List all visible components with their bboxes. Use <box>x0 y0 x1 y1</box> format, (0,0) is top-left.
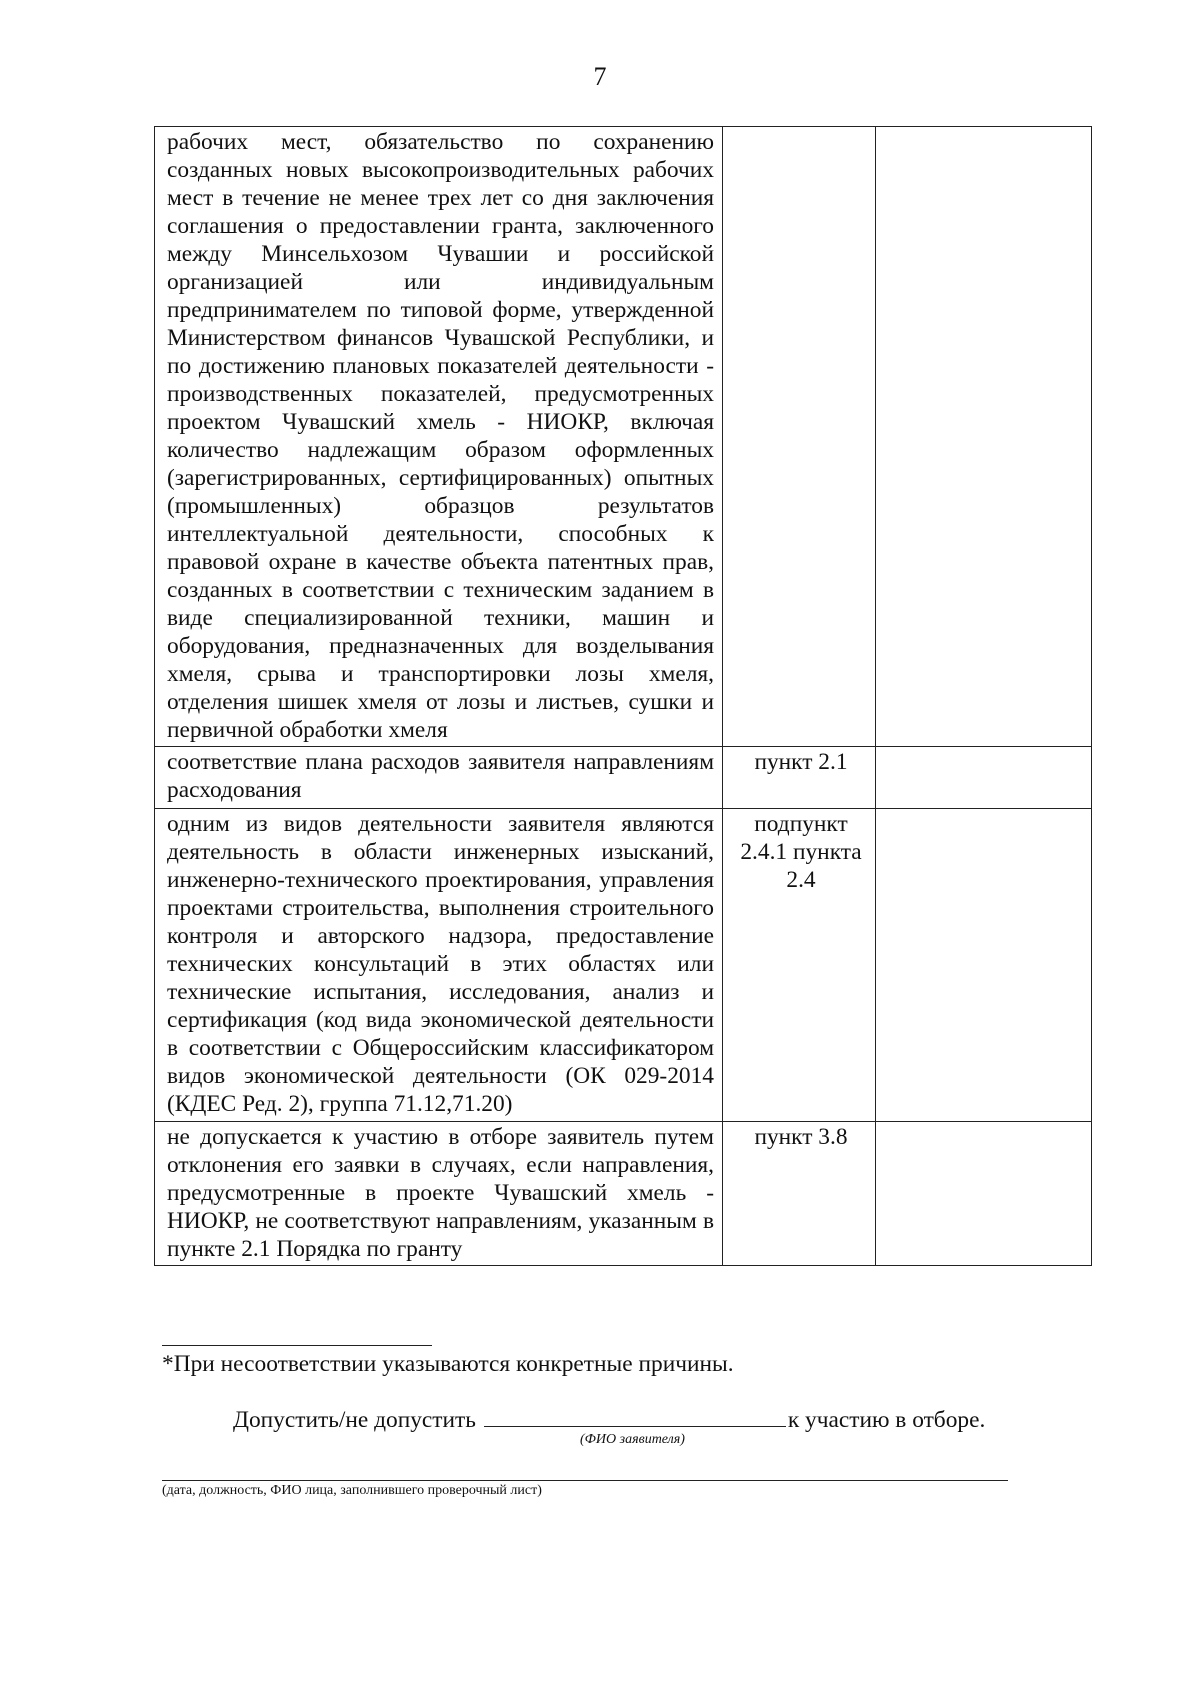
decision-suffix: к участию в отборе. <box>787 1407 986 1433</box>
page-number: 7 <box>593 62 607 91</box>
reference-cell <box>723 127 876 747</box>
signature-line[interactable] <box>162 1480 1008 1481</box>
result-cell <box>876 747 1092 809</box>
reference-cell: пункт 2.1 <box>723 747 876 809</box>
reference-cell: пункт 3.8 <box>723 1122 876 1266</box>
signature-caption: (дата, должность, ФИО лица, заполнившего проверочный лист) <box>162 1483 542 1498</box>
table-row <box>155 747 1092 809</box>
criterion-cell: рабочих мест, обязательство по сохранению созданных новых высокопроизводительных рабочих мест в течение не менее трех лет со дня заключения соглашения о предоставлении гранта, заключенного между Минсельхозом Чувашии и российской организацией или индивидуальным предпринимателем по типовой форме, утвержденной Министерством финансов Чувашской Республики, и по достижению плановых показателей деятельности - производственных показателей, предусмотренных проектом Чувашский хмель - НИОКР, включая количество надлежащим образом оформленных (зарегистрированных, сертифицированных) опытных (промышленных) образцов результатов интеллектуальной деятельности, способных к правовой охране в качестве объекта патентных прав, созданных в соответствии с техническим заданием в виде специализированной техники, машин и оборудования, предназначенных для возделывания хмеля, срыва и транспортировки лозы хмеля, отделения шишек хмеля от лозы и листьев, сушки и первичной обработки хмеля <box>155 127 723 747</box>
criterion-cell: не допускается к участию в отборе заявитель путем отклонения его заявки в случаях, если направления, предусмотренные в проекте Чувашский хмель - НИОКР, не соответствуют направлениям, указанным в пункте 2.1 Порядка по гранту <box>155 1122 723 1266</box>
table-row <box>155 127 1092 747</box>
reference-cell: подпункт 2.4.1 пункта 2.4 <box>723 809 876 1122</box>
decision-prefix: Допустить/не допустить <box>233 1407 476 1433</box>
result-cell <box>876 1122 1092 1266</box>
applicant-name-blank[interactable] <box>484 1406 786 1427</box>
footnote: *При несоответствии указываются конкретные причины. <box>162 1351 734 1377</box>
table-row <box>155 1122 1092 1266</box>
result-cell <box>876 127 1092 747</box>
result-cell <box>876 809 1092 1122</box>
footnote-divider <box>162 1345 432 1346</box>
criteria-table <box>154 126 1092 1266</box>
criterion-cell: соответствие плана расходов заявителя направлениям расходования <box>155 747 723 809</box>
table-row <box>155 809 1092 1122</box>
applicant-caption: (ФИО заявителя) <box>580 1432 685 1447</box>
decision-line <box>233 1406 985 1434</box>
criterion-cell: одним из видов деятельности заявителя являются деятельность в области инженерных изысканий, инженерно-технического проектирования, управления проектами строительства, выполнения строительного контроля и авторского надзора, предоставление технических консультаций в этих областях или технические испытания, исследования, анализ и сертификация (код вида экономической деятельности в соответствии с Общероссийским классификатором видов экономической деятельности (ОК 029-2014 (КДЕС Ред. 2), группа 71.12,71.20) <box>155 809 723 1122</box>
